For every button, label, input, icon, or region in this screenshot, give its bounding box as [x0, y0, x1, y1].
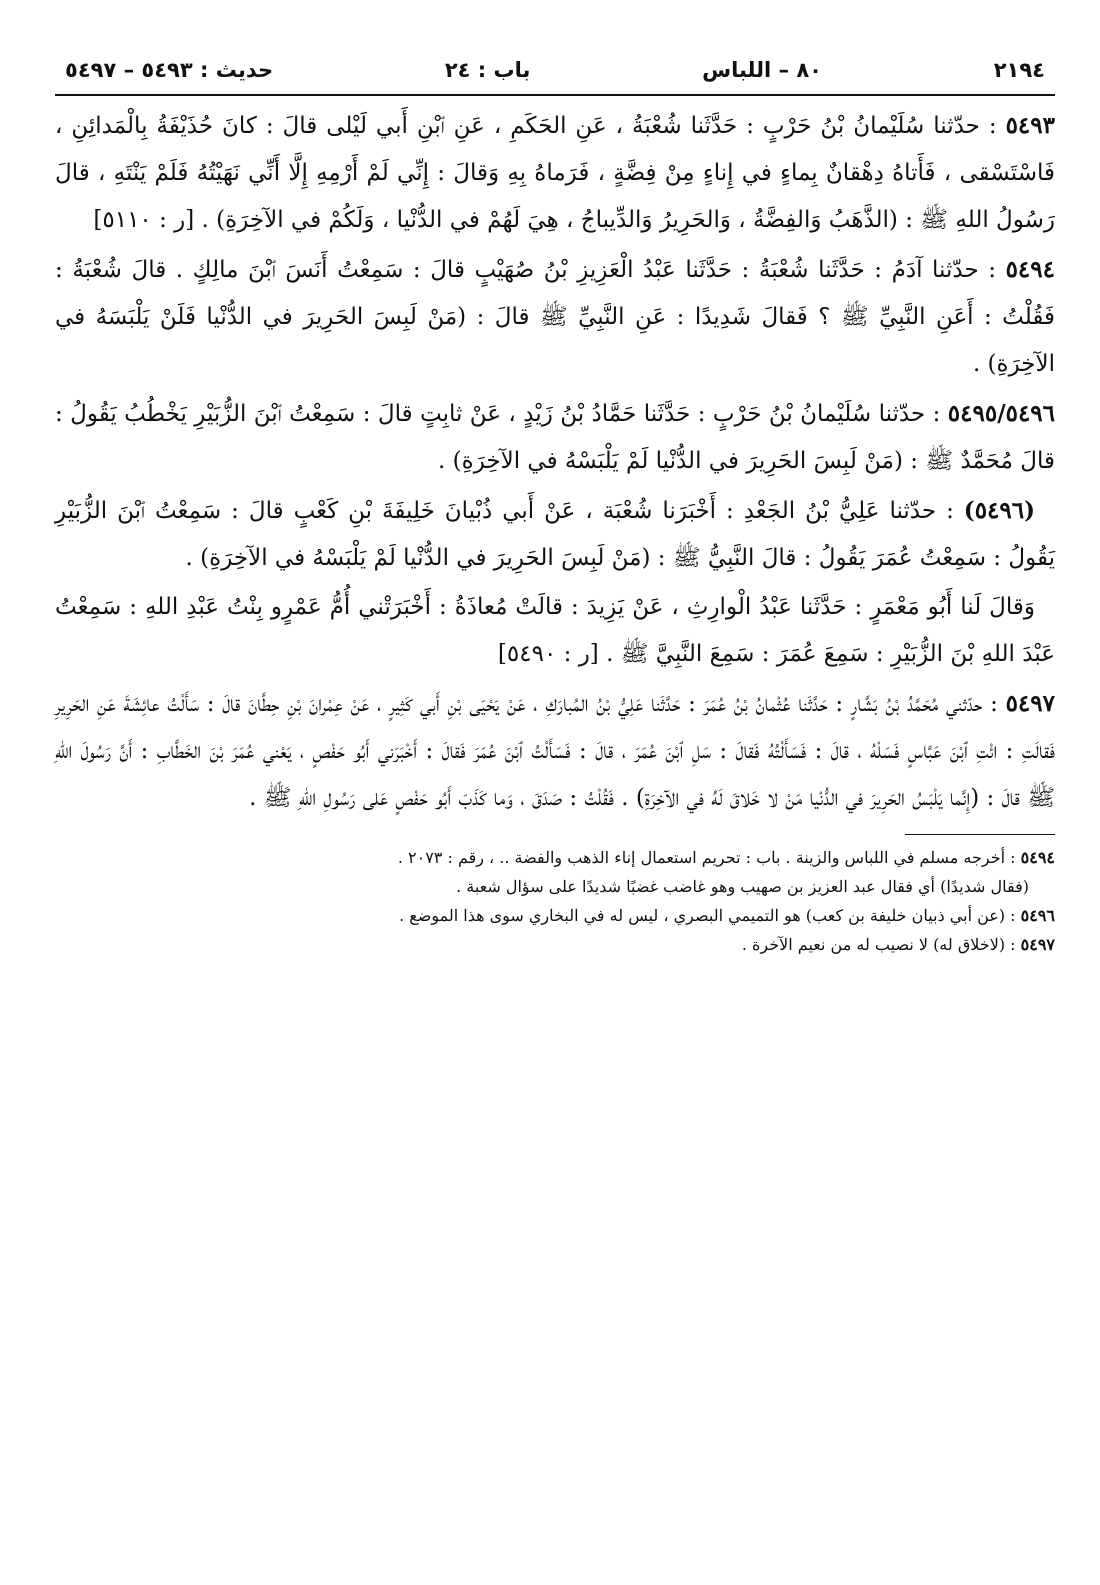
hadith-text: : حدّثني مُحَمَّدُ بْنُ بَشَّارٍ : حَدَّثَنا عُثْمانُ بْنُ عُمَرَ : حَدَّثَنا عَلِيُّ بْنُ المُبارَكِ ، عَنْ يَحْيَى بْنِ أَبي كَثِيرٍ ، عَنْ عِمْرانَ بْنِ حِطَّانَ قالَ : سَأَلْتُ عائِشَةَ عَنِ الحَرِيرِ فَقالَتِ : ائْتِ ٱبْنَ عَبَّاسٍ فَسَلْهُ ، قالَ : فَسَأَلْتُهُ فَقالَ : سَلِ ٱبْنَ عُمَرَ ، قالَ : فَسَأَلْتُ ٱبْنَ عُمَرَ فَقالَ : أَخْبَرَني أَبُو حَفْصٍ ، يَعْني عُمَرَ بْنَ الخَطَّابِ : أَنَّ رَسُولَ اللهِ ﷺ قالَ : (إِنَّما يَلْبَسُ الحَرِيرَ في الدُّنْيا مَنْ لا خَلاقَ لَهُ في الآخِرَةِ) . فَقُلْتُ : صَدَقَ ، وَما كَذَبَ أَبُو حَفْصٍ عَلى رَسُولِ اللهِ ﷺ .	[55, 691, 1055, 811]
hadith-text: : حدّثنا آدَمُ : حَدَّثَنا شُعْبَةُ : حَدَّثَنا عَبْدُ الْعَزِيزِ بْنُ صُهَيْبٍ قالَ : سَمِعْتُ أَنَسَ ٱبْنَ مالِكٍ . قالَ شُعْبَةُ : فَقُلْتُ : أَعَنِ النَّبِيِّ ﷺ ؟ فَقالَ شَدِيدًا : عَنِ النَّبِيِّ ﷺ قالَ : (مَنْ لَبِسَ الحَرِيرَ في الدُّنْيا فَلَنْ يَلْبَسَهُ في الآخِرَةِ) .	[55, 257, 1055, 377]
hadith-paragraph	[55, 487, 1055, 582]
footnote-text: : (لاخلاق له) لا نصيب له من نعيم الآخرة .	[741, 935, 1021, 954]
running-header	[55, 40, 1055, 94]
hadith-number: ٥٤٩٧	[1005, 690, 1055, 717]
footnote	[55, 843, 1055, 872]
page-number: ٢١٩٤	[993, 58, 1045, 82]
page	[55, 40, 1055, 1545]
hadith-text: وَقالَ لَنا أَبُو مَعْمَرٍ : حَدَّثَنا عَبْدُ الْوارِثِ ، عَنْ يَزِيدَ : قالَتْ مُعاذَةُ : أَخْبَرَتْني أُمُّ عَمْرٍو بِنْتُ عَبْدِ اللهِ : سَمِعْتُ عَبْدَ اللهِ بْنَ الزُّبَيْرِ : سَمِعَ عُمَرَ : سَمِعَ النَّبِيَّ ﷺ . [ر : ٥٤٩٠]	[55, 594, 1055, 667]
footnote-divider	[905, 834, 1055, 835]
footnote-text: : (عن أبي ذبيان خليفة بن كعب) هو التميمي البصري ، ليس له في البخاري سوى هذا الموضع .	[399, 906, 1021, 925]
footnote-number: ٥٤٩٧	[1020, 935, 1055, 954]
hadith-number: ٥٤٩٥/٥٤٩٦	[947, 400, 1056, 427]
hadith-text: : حدّثنا عَلِيُّ بْنُ الجَعْدِ : أَخْبَرَنا شُعْبَة ، عَنْ أَبي ذُبْيانَ خَلِيفَةَ بْنِ كَعْبٍ قالَ : سَمِعْتُ ٱبْنَ الزُّبَيْرِ يَقُولُ : سَمِعْتُ عُمَرَ يَقُولُ : قالَ النَّبِيُّ ﷺ : (مَنْ لَبِسَ الحَرِيرَ في الدُّنْيا لَمْ يَلْبَسْهُ في الآخِرَةِ) .	[55, 498, 1055, 571]
hadith-text: : حدّثنا سُلَيْمانُ بْنُ حَرْبٍ : حَدَّثَنا حَمَّادُ بْنُ زَيْدٍ ، عَنْ ثابِتٍ قالَ : سَمِعْتُ ٱبْنَ الزُّبَيْرِ يَخْطُبُ يَقُولُ : قالَ مُحَمَّدٌ ﷺ : (مَنْ لَبِسَ الحَرِيرَ في الدُّنْيا لَمْ يَلْبَسْهُ في الآخِرَةِ) .	[55, 401, 1055, 474]
hadith-number: (٥٤٩٦)	[963, 497, 1035, 524]
footnotes	[55, 843, 1055, 959]
hadith-text: : حدّثنا سُلَيْمانُ بْنُ حَرْبٍ : حَدَّثَنا شُعْبَةُ ، عَنِ الحَكَمِ ، عَنِ ٱبْنِ أَبي لَيْلى قالَ : كانَ حُذَيْفَةُ بِالْمَدائِنِ ، فَاسْتَسْقى ، فَأَتاهُ دِهْقانٌ بِماءٍ في إِناءٍ مِنْ فِضَّةٍ ، فَرَماهُ بِهِ وَقالَ : إِنِّي لَمْ أَرْمِهِ إِلَّا أَنِّي نَهَيْتُهُ فَلَمْ يَنْتَهِ ، قالَ رَسُولُ اللهِ ﷺ : (الذَّهَبُ وَالفِضَّةُ ، وَالحَرِيرُ وَالدِّيباجُ ، هِيَ لَهُمْ في الدُّنْيا ، وَلَكُمْ في الآخِرَةِ) . [ر : ٥١١٠]	[55, 113, 1055, 233]
hadith-range: حديث : ٥٤٩٣ – ٥٤٩٧	[65, 58, 274, 82]
footnote-text: : أخرجه مسلم في اللباس والزينة . باب : تحريم استعمال إناء الذهب والفضة .. ، رقم : ٢٠٧٣ .	[397, 848, 1021, 867]
header-divider	[55, 94, 1055, 96]
book-title: ٨٠ – اللباس	[702, 58, 822, 82]
footnote	[55, 901, 1055, 930]
hadith-paragraph	[55, 246, 1055, 388]
footnote	[55, 872, 1055, 901]
footnote-text: (فقال شديدًا) أي فقال عبد العزيز بن صهيب وهو غاضب غضبًا شديدًا على سؤال شعبة .	[456, 877, 1029, 896]
hadith-number: ٥٤٩٣	[1005, 112, 1055, 139]
footnote	[55, 930, 1055, 959]
hadith-body	[55, 102, 1055, 822]
hadith-paragraph	[55, 584, 1055, 678]
hadith-paragraph	[55, 390, 1055, 485]
hadith-paragraph	[55, 680, 1055, 822]
hadith-number: ٥٤٩٤	[1005, 256, 1055, 283]
chapter-label: باب : ٢٤	[444, 58, 531, 82]
hadith-paragraph	[55, 102, 1055, 244]
footnote-number: ٥٤٩٦	[1020, 906, 1055, 925]
footnote-number: ٥٤٩٤	[1020, 848, 1055, 867]
